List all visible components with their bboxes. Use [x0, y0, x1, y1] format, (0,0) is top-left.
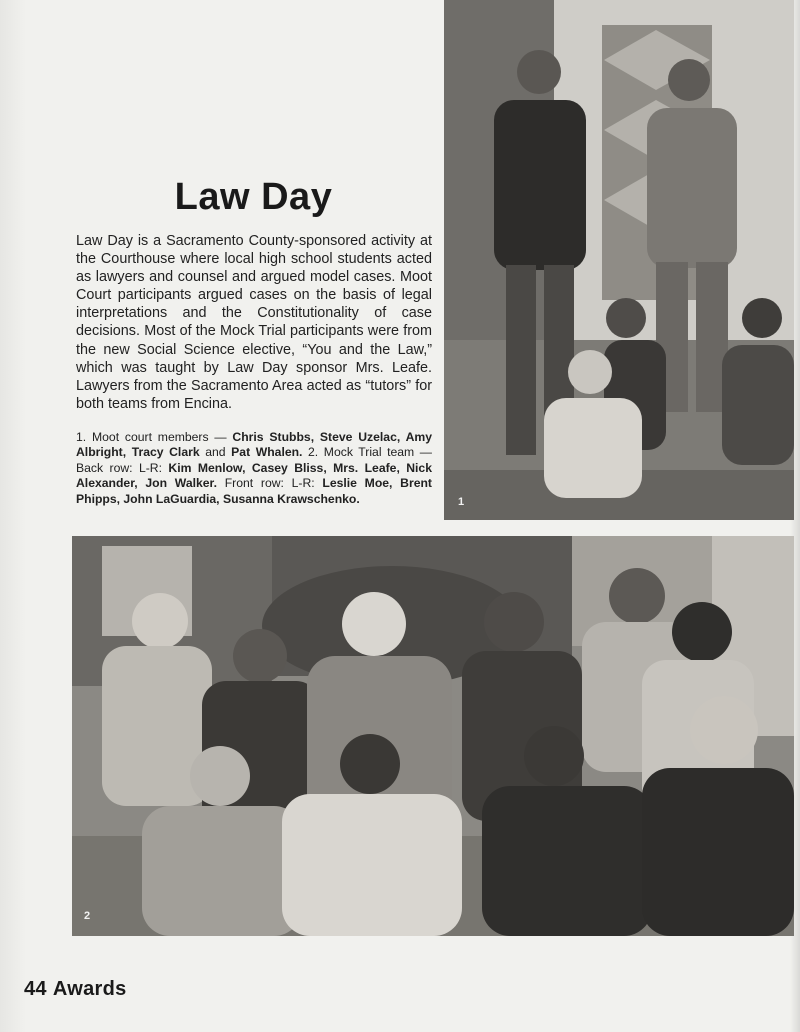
page-edge-left	[0, 0, 26, 1032]
page-number: 44	[24, 978, 47, 1000]
photo-moot-court	[444, 0, 794, 520]
photo-number: 1	[458, 496, 465, 508]
section-name: Awards	[52, 978, 127, 1000]
photo-number: 2	[84, 910, 91, 922]
caption-conjunction: and	[199, 445, 232, 460]
page-title: Law Day	[174, 176, 333, 218]
caption-names: Pat Whalen.	[231, 445, 303, 460]
caption-names: Leslie Moe, Brent Phipps, John LaGuardia, Susanna Krawschenko.	[76, 476, 432, 506]
photo-caption	[76, 430, 432, 507]
caption-label: 1. Moot court members —	[76, 430, 233, 444]
page-folio	[24, 978, 127, 1001]
caption-names: Kim Menlow, Casey Bliss, Mrs. Leafe, Nick Alexander, Jon Walker.	[76, 460, 432, 491]
photo-mock-trial-image	[72, 536, 794, 936]
photo-mock-trial	[72, 536, 794, 936]
photo-moot-court-image	[444, 0, 794, 520]
caption-label: Front row: L-R:	[217, 476, 323, 491]
caption-names: Chris Stubbs, Steve Uzelac, Amy Albright, Tracy Clark	[76, 430, 433, 460]
article-body: Law Day is a Sacramento County-sponsored activity at the Courthouse where local high school students acted as lawyers and counsel and argued model cases. Moot Court participants argued cases on the basis of legal interpretations and the Constitutionality of case decisions. Most of the Mock Trial participants were from the new Social Science elective, “You and the Law,” which was taught by Law Day sponsor Mrs. Leafe. Lawyers from the Sacramento Area acted as “tutors” for both teams from Encina.	[76, 233, 432, 412]
caption-label: 2. Mock Trial team — Back row: L-R:	[76, 445, 432, 475]
